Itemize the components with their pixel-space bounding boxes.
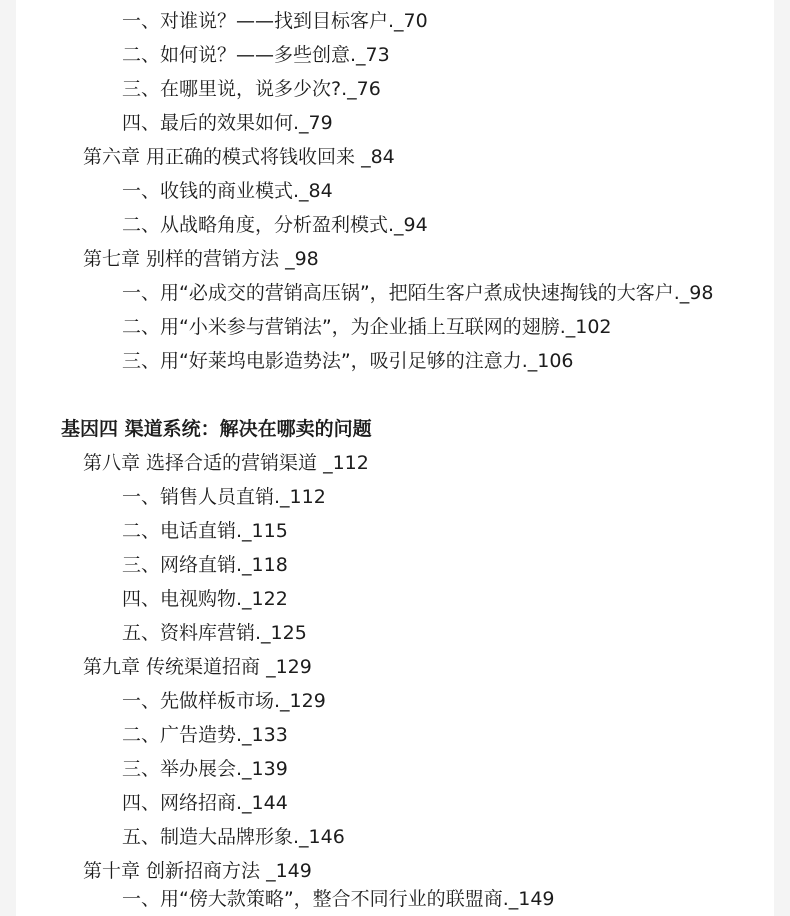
toc-entry: 五、制造大品牌形象._146 [122,826,345,848]
toc-entry: 一、对谁说？——找到目标客户._70 [122,10,428,32]
toc-entry: 三、用“好莱坞电影造势法”，吸引足够的注意力._106 [122,350,574,372]
toc-entry: 四、电视购物._122 [122,588,288,610]
toc-entry: 一、收钱的商业模式._84 [122,180,333,202]
toc-entry: 二、电话直销._115 [122,520,288,542]
toc-entry: 二、从战略角度，分析盈利模式._94 [122,214,428,236]
toc-chapter: 第八章 选择合适的营销渠道 _112 [83,452,369,474]
toc-chapter: 第十章 创新招商方法 _149 [83,860,312,882]
toc-entry: 三、举办展会._139 [122,758,288,780]
toc-entry: 五、资料库营销._125 [122,622,307,644]
toc-chapter: 第九章 传统渠道招商 _129 [83,656,312,678]
toc-entry: 二、用“小米参与营销法”，为企业插上互联网的翅膀._102 [122,316,612,338]
toc-entry: 一、先做样板市场._129 [122,690,326,712]
toc-entry: 三、网络直销._118 [122,554,288,576]
toc-entry: 一、用“必成交的营销高压锅”，把陌生客户煮成快速掏钱的大客户._98 [122,282,714,304]
toc-entry: 二、如何说？——多些创意._73 [122,44,390,66]
toc-entry: 三、在哪里说，说多少次?._76 [122,78,381,100]
toc-entry: 一、用“傍大款策略”，整合不同行业的联盟商._149 [122,888,555,910]
toc-page [16,0,774,916]
toc-entry: 四、最后的效果如何._79 [122,112,333,134]
toc-entry: 四、网络招商._144 [122,792,288,814]
toc-entry: 一、销售人员直销._112 [122,486,326,508]
toc-entry: 二、广告造势._133 [122,724,288,746]
toc-chapter: 第七章 别样的营销方法 _98 [83,248,319,270]
toc-part-heading: 基因四 渠道系统：解决在哪卖的问题 [61,418,372,440]
toc-chapter: 第六章 用正确的模式将钱收回来 _84 [83,146,395,168]
